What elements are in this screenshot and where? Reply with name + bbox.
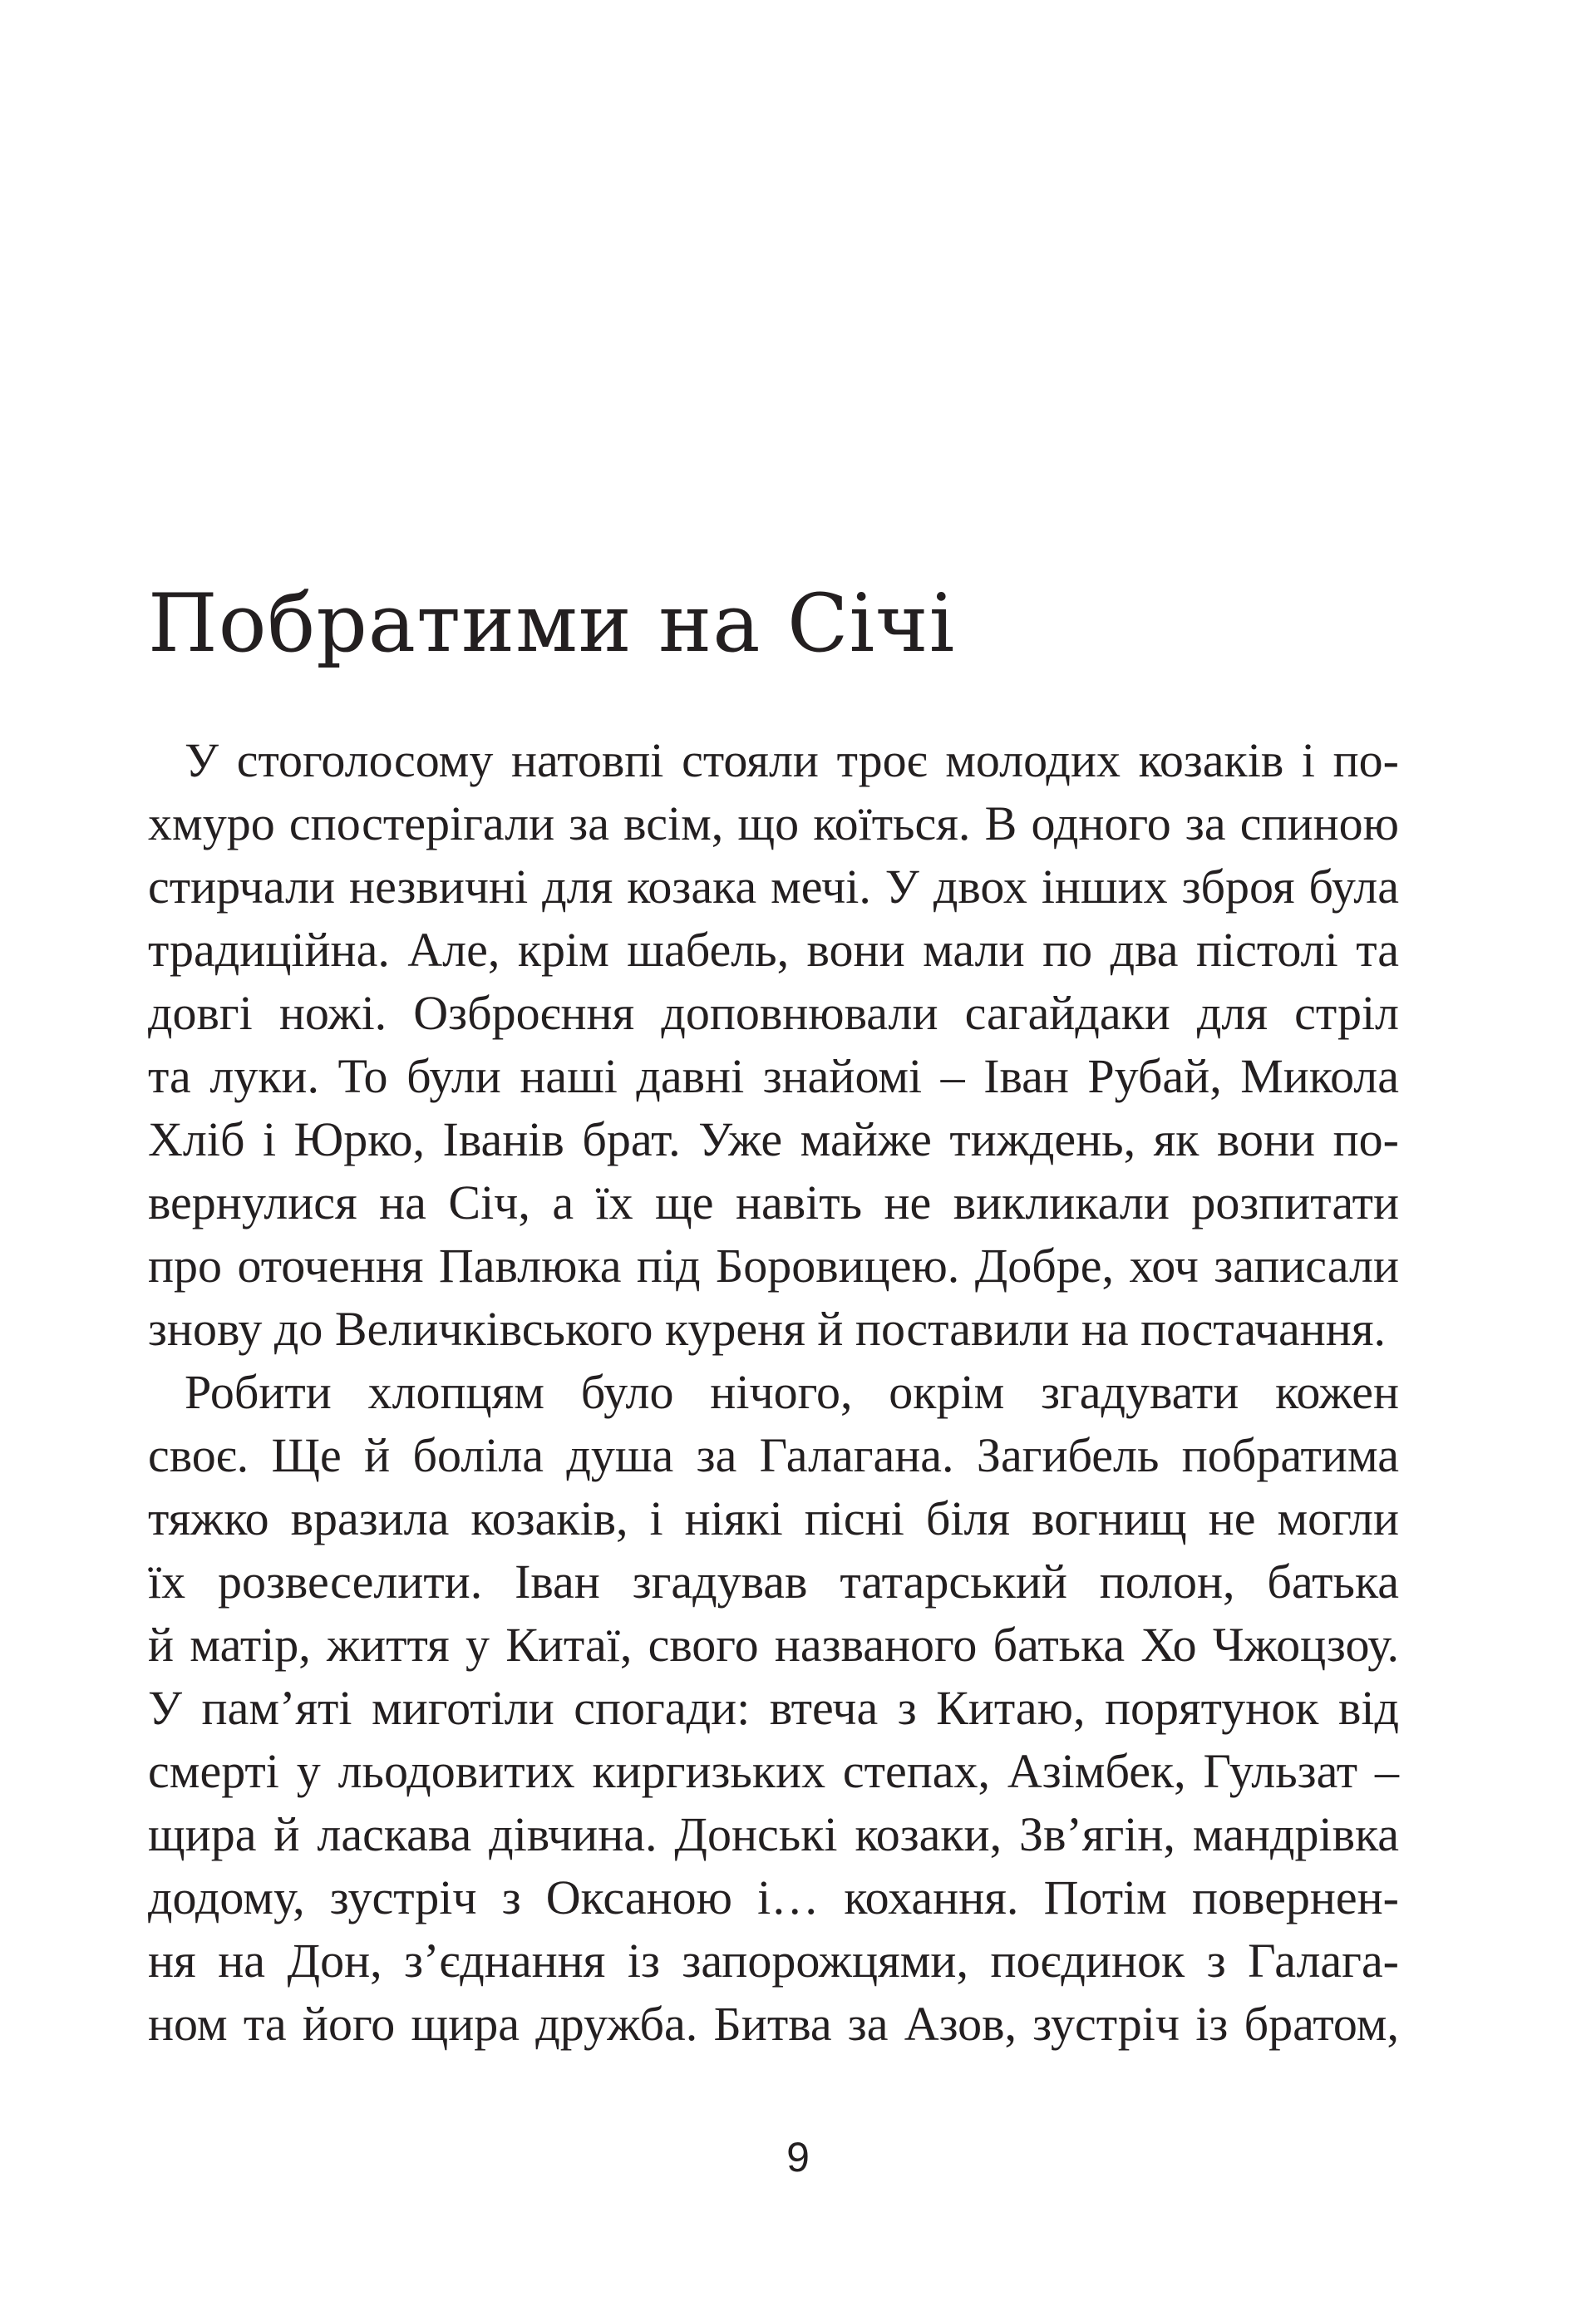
text-line: смерті у льодовитих киргизьких степах, Азімбек, Гульзат – (148, 1744, 1399, 1798)
text-line: їх розвеселити. Іван згадував татарський полон, батька (148, 1555, 1399, 1609)
text-line: У пам’яті миготіли спогади: втеча з Китаю, порятунок від (148, 1681, 1399, 1735)
text-line: довгі ножі. Озброєння доповнювали сагайдаки для стріл (148, 986, 1399, 1040)
text-line: про оточення Павлюка під Боровицею. Добре, хоч записали (148, 1239, 1399, 1293)
page-number: 9 (786, 2134, 810, 2180)
text-line: й матір, життя у Китаї, свого названого батька Хо Чжоцзоу. (148, 1618, 1399, 1672)
text-line: традиційна. Але, крім шабель, вони мали по два пістолі та (148, 923, 1399, 977)
chapter-title: Побратими на Січі (148, 577, 956, 670)
text-line: Хліб і Юрко, Іванів брат. Уже майже тиждень, як вони по- (148, 1112, 1399, 1166)
text-line: стирчали незвичні для козака мечі. У двох інших зброя була (148, 860, 1399, 914)
text-line: Робити хлопцям було нічого, окрім згадувати кожен (185, 1365, 1399, 1419)
text-line: своє. Ще й боліла душа за Галагана. Загибель побратима (148, 1428, 1399, 1482)
paragraph-1 (148, 729, 1399, 1361)
text-line: вернулися на Січ, а їх ще навіть не викликали розпитати (148, 1175, 1399, 1229)
text-line: додому, зустріч з Оксаною і… кохання. Потім повернен- (148, 1870, 1399, 1924)
text-line: ня на Дон, з’єднання із запорожцями, поєдинок з Галага- (148, 1934, 1399, 1988)
text-line: тяжко вразила козаків, і ніякі пісні біля вогнищ не могли (148, 1491, 1399, 1545)
text-line: хмуро спостерігали за всім, що коїться. В одного за спиною (148, 796, 1399, 850)
text-line: У стоголосому натовпі стояли троє молодих козаків і по- (185, 733, 1399, 787)
text-line: ном та його щира дружба. Битва за Азов, зустріч із братом, (148, 1997, 1399, 2051)
text-line: та луки. То були наші давні знайомі – Іван Рубай, Микола (148, 1049, 1399, 1103)
body-text (148, 729, 1399, 2056)
text-line: щира й ласкава дівчина. Донські козаки, Зв’ягін, мандрівка (148, 1807, 1399, 1861)
paragraph-2 (148, 1361, 1399, 2056)
text-line: знову до Величківського куреня й поставили на постачання. (148, 1302, 1386, 1356)
